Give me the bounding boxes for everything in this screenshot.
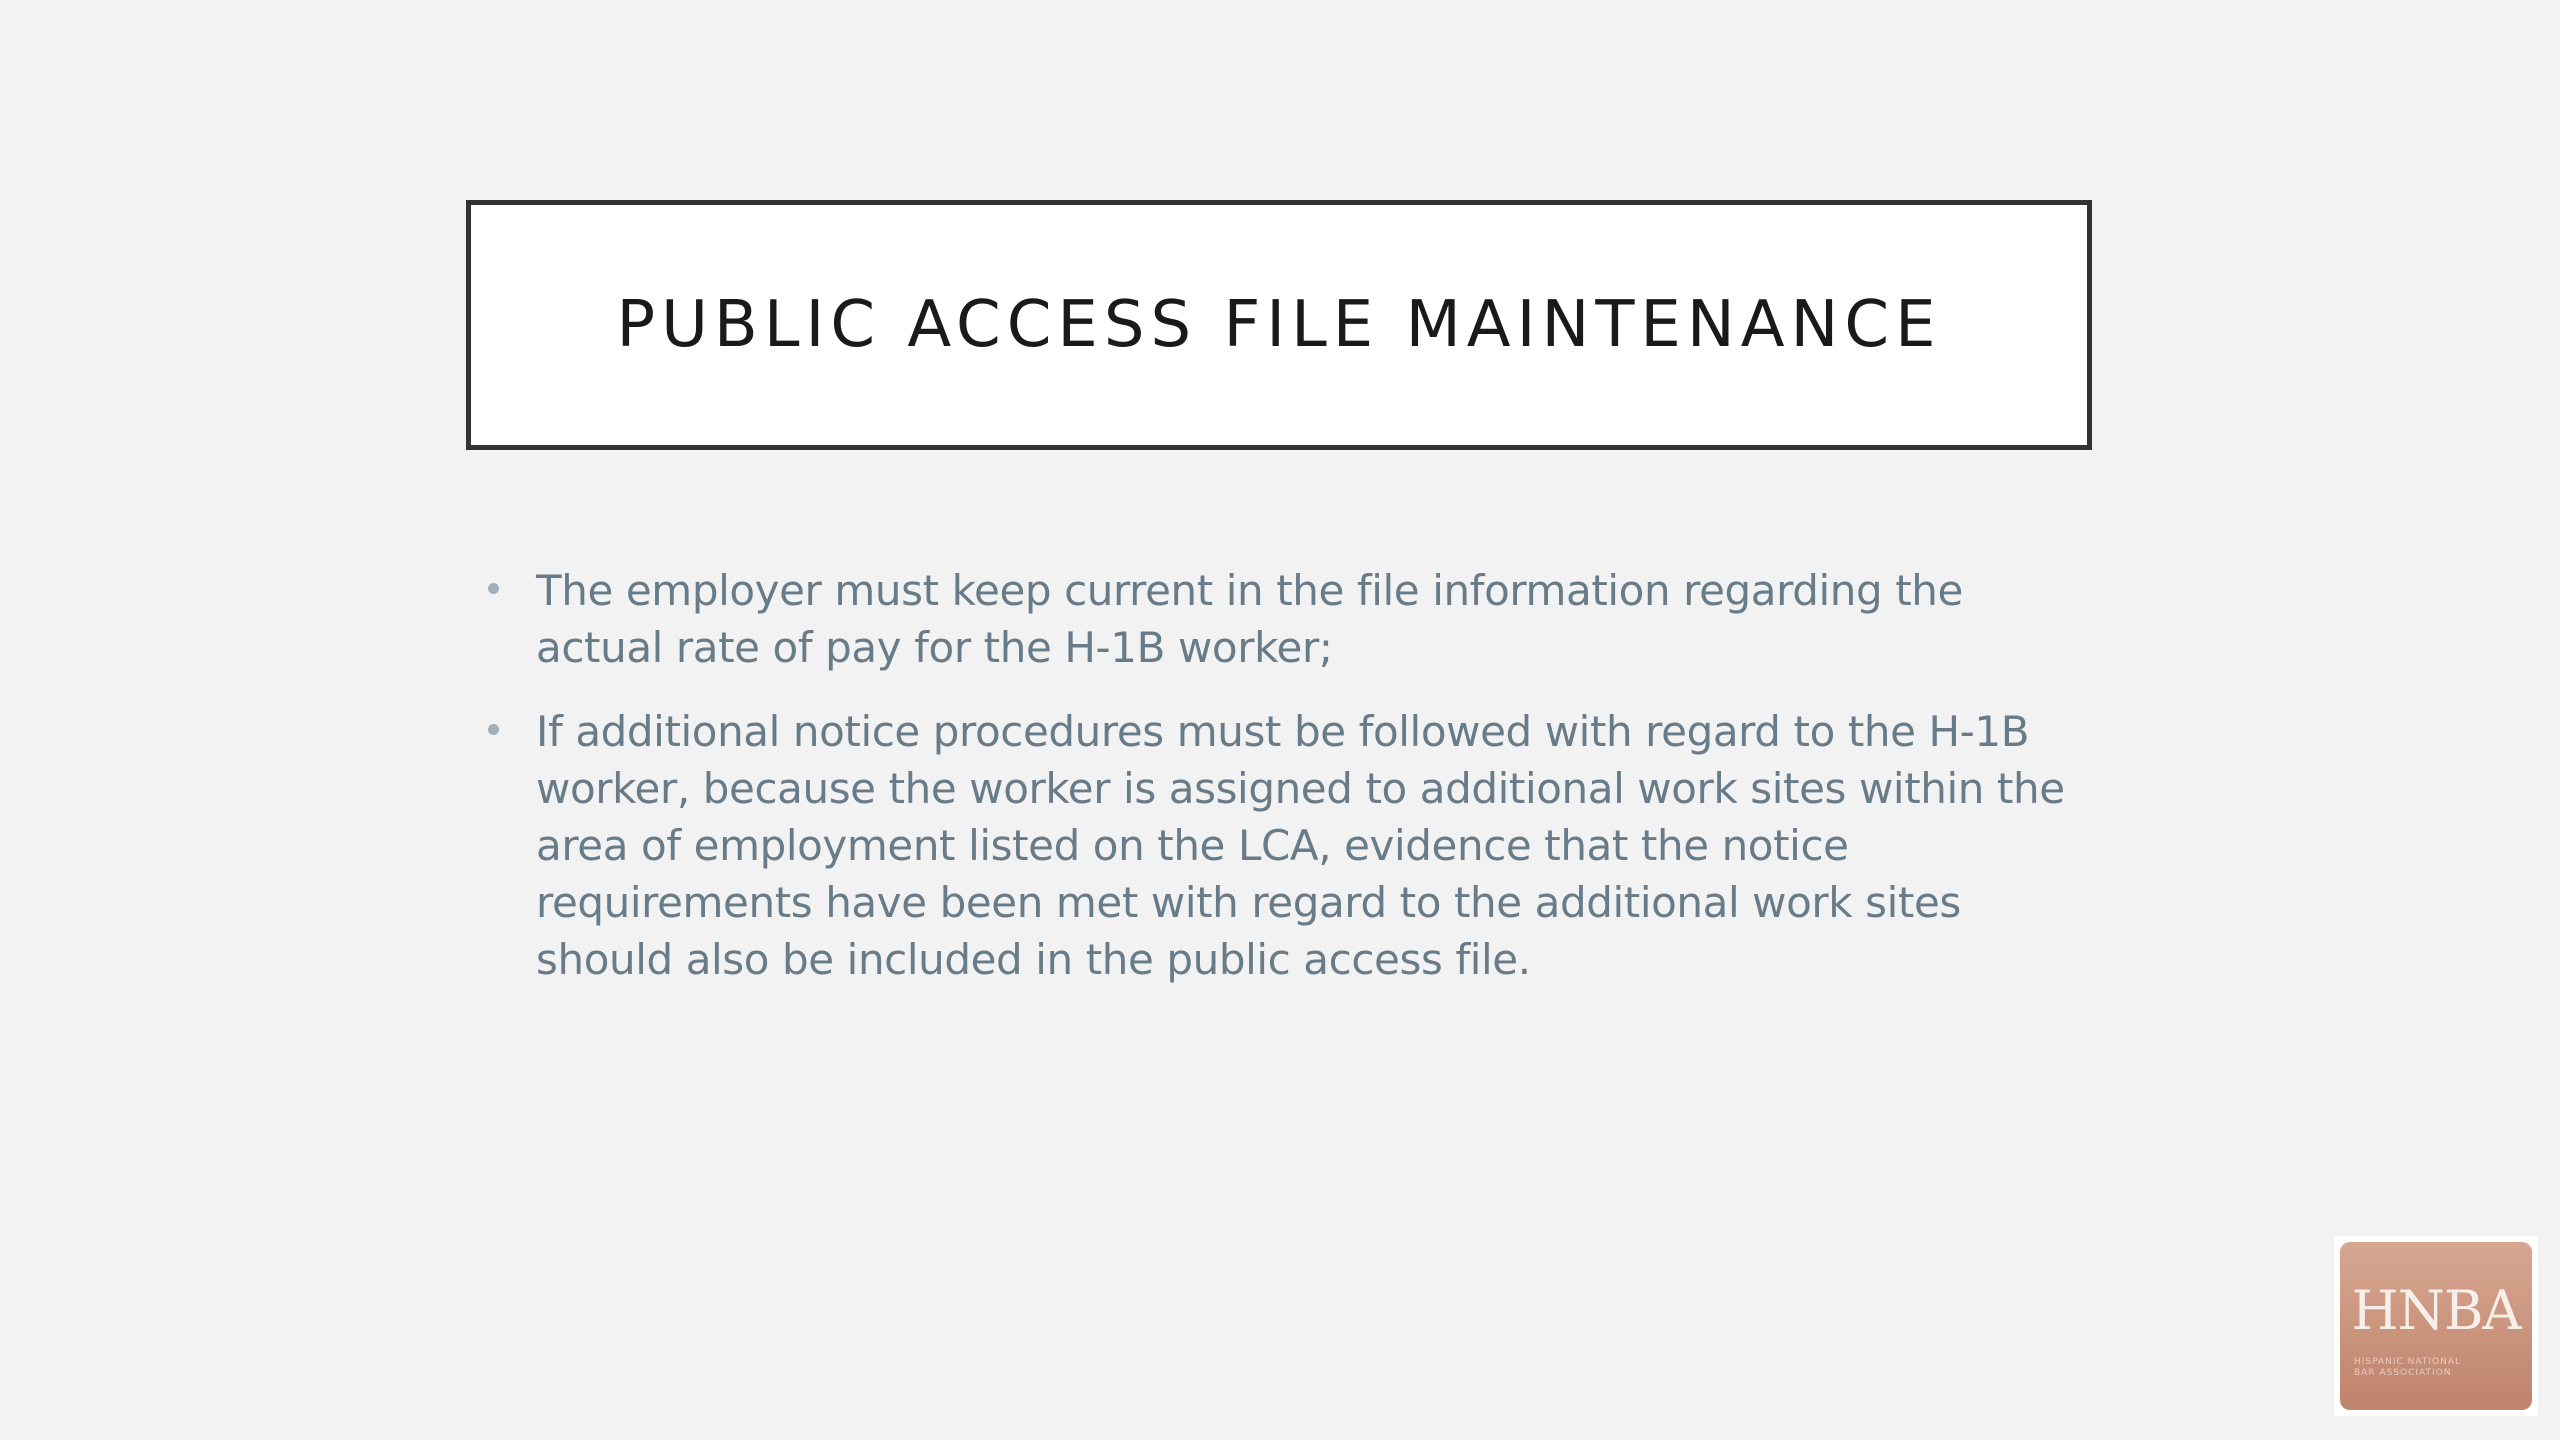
- title-box: [466, 200, 2092, 450]
- logo-container: [2334, 1236, 2538, 1416]
- logo-subtext: [2354, 1357, 2518, 1379]
- bullet-icon: [488, 724, 499, 735]
- bullet-text: The employer must keep current in the file information regarding the actual rate of pay for the H-1B worker;: [536, 566, 1963, 672]
- hnba-logo: [2340, 1242, 2532, 1410]
- bullet-item-2: [484, 703, 2084, 988]
- logo-subtext-line-1: HISPANIC NATIONAL: [2354, 1357, 2462, 1367]
- bullet-icon: [488, 583, 499, 594]
- bullet-item-1: [484, 562, 2084, 676]
- logo-text: HNBA: [2351, 1279, 2521, 1342]
- bullet-list: [484, 562, 2084, 1015]
- logo-subtext-line-2: BAR ASSOCIATION: [2354, 1368, 2452, 1378]
- slide-title: PUBLIC ACCESS FILE MAINTENANCE: [616, 288, 1942, 362]
- bullet-text: If additional notice procedures must be followed with regard to the H-1B worker, because the worker is assigned to additional work sites within the area of employment listed on the LCA, evidence that the notice requirements have been met with regard to the additional work sites should also be included in the public access file.: [536, 707, 2065, 984]
